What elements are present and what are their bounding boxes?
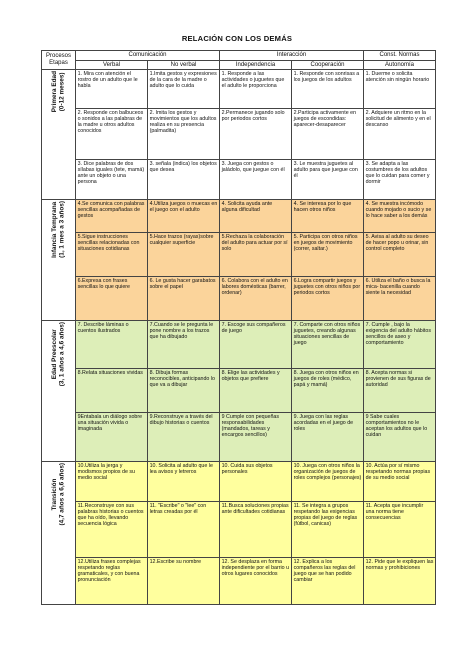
cell-verbal: 5.Sigue instrucciones sencillas relacionadas con situaciones cotidianas — [76, 233, 148, 277]
cell-verbal: 7. Describe láminas o cuentos ilustrados — [76, 321, 148, 369]
cell-independence: 11.Busca soluciones propias ante dificultades cotidianas — [220, 502, 292, 558]
header-group-interaction: Interacción — [220, 51, 364, 61]
cell-cooperation: 11. Se integra a grupos respetando las exigencias propias del juego de reglas (fútbol, canicas) — [292, 502, 364, 558]
stage-cell-preschool — [42, 321, 76, 462]
stage-age: (0-12 meses) — [58, 72, 66, 111]
stage-age: (3, 1 años a 4,6 años) — [58, 321, 66, 387]
table-row — [42, 70, 436, 109]
table-row — [42, 369, 436, 413]
cell-verbal: 11.Reconstruye con sus palabras historias o cuentos que ha oído, llevando secuencia lógica — [76, 502, 148, 558]
cell-autonomy: 3. Se adapta a las costumbres de los adultos que lo cuidan para comer y dormir — [364, 160, 436, 200]
cell-cooperation: 8. Juega con otros niños en juegos de roles (médico, papá y mamá) — [292, 369, 364, 413]
cell-autonomy: 11. Acepta que incumplir una norma tiene consecuencias — [364, 502, 436, 558]
corner-processes: Procesos — [45, 53, 71, 60]
cell-verbal: 10.Utiliza la jerga y modismos propios de su medio social — [76, 462, 148, 502]
cell-cooperation: 9. Juega con las reglas acordadas en el juego de roles — [292, 413, 364, 462]
stage-name: Primera Edad — [50, 70, 58, 112]
table-row — [42, 502, 436, 558]
cell-independence: 1. Responde a las actividades o juguetes que el adulto le proporciona — [220, 70, 292, 109]
cell-autonomy: 7. Cumple , bajo la exigencia del adulto hábitos sencillos de aseo y comportamiento — [364, 321, 436, 369]
cell-nonverbal: 3. señala (indica) los objetos que desea — [148, 160, 220, 200]
cell-independence: 12. Se desplaza en forma independiente por el barrio u otros lugares conocidos — [220, 558, 292, 605]
cell-independence: 3. Juega con gestos o jaládolo, que juegue con él — [220, 160, 292, 200]
cell-nonverbal: 12.Escribe su nombre — [148, 558, 220, 605]
cell-independence: 5.Rechaza la colaboración del adulto para actuar por sí solo — [220, 233, 292, 277]
cell-autonomy: 8. Acepta normas si provienen de sus figuras de autoridad — [364, 369, 436, 413]
cell-independence: 8. Elige las actividades y objetos que prefiere — [220, 369, 292, 413]
header-group-communication: Comunicación — [76, 51, 220, 61]
cell-cooperation: 1. Responde con sonrisas a los juegos de los adultos — [292, 70, 364, 109]
cell-nonverbal: 8. Dibuja formas reconocibles, anticipando lo que va a dibujar — [148, 369, 220, 413]
table-row — [42, 462, 436, 502]
cell-nonverbal: 4.Utiliza juegos o muecas en el juego con el adulto — [148, 200, 220, 233]
cell-autonomy: 9 Sabe cuales comportamientos no le aceptan los adultos que lo cuidan — [364, 413, 436, 462]
cell-independence: 10. Cuida sus objetos personales — [220, 462, 292, 502]
cell-independence: 6. Colabora con el adulto en labores domésticas (barrer, ordenar) — [220, 277, 292, 321]
table-row — [42, 413, 436, 462]
table-row — [42, 558, 436, 605]
header-col-verbal: Verbal — [76, 61, 148, 70]
cell-cooperation: 2.Participa activamente en juegos de escondidas: aparecer-desaparecer — [292, 109, 364, 160]
cell-nonverbal: 10. Solicita al adulto que le lea avisos y letreros — [148, 462, 220, 502]
cell-verbal: 12.Utiliza frases complejas respetando reglas gramaticales, y con buena pronunciación — [76, 558, 148, 605]
stage-cell-early-childhood — [42, 200, 76, 321]
cell-autonomy: 2. Adquiere un ritmo en la solicitud de alimento y en el descanso — [364, 109, 436, 160]
cell-autonomy: 4. Se muestra incómodo cuando mojado o sucio y se lo hace saber a los demás — [364, 200, 436, 233]
stage-cell-transition — [42, 462, 76, 605]
cell-independence: 9 Cumple con pequeñas responsabilidades (mandados, tareas y encargos sencillos) — [220, 413, 292, 462]
stage-name: Infancia Temprana — [50, 201, 58, 258]
cell-verbal: 9Entabala un diálogo sobre una situación vivida o imaginada — [76, 413, 148, 462]
stage-name: Edad Preescolar — [50, 328, 58, 379]
cell-verbal: 6.Expresa con frases sencillas lo que quiere — [76, 277, 148, 321]
cell-nonverbal: 5.Hace trazos (rayas)sobre cualquier superficie — [148, 233, 220, 277]
cell-autonomy: 6. Utiliza el baño o busca la mica- bacenilla cuando siente la necesidad — [364, 277, 436, 321]
stage-age: (1, 1 mes a 3 años) — [58, 200, 66, 258]
cell-cooperation: 6.Logra compartir juegos y juguetes con otros niños por periodos cortos — [292, 277, 364, 321]
cell-verbal: 8.Relata situaciones vividas — [76, 369, 148, 413]
cell-autonomy: 10. Actúa por sí mismo respetando normas propias de su medio social — [364, 462, 436, 502]
table-row — [42, 321, 436, 369]
header-col-independence: Independencia — [220, 61, 292, 70]
table-row — [42, 233, 436, 277]
cell-cooperation: 10. Juega con otros niños la organización de juegos de roles complejos (personajes) — [292, 462, 364, 502]
cell-cooperation: 7. Comparte con otros niños juguetes, creando algunas situaciones sencillas de juego — [292, 321, 364, 369]
cell-verbal: 2. Responde con balbuceos o sonidos a las palabras de la madre u otros adultos conocidos — [76, 109, 148, 160]
header-col-nonverbal: No verbal — [148, 61, 220, 70]
table-row — [42, 109, 436, 160]
cell-nonverbal: 11. "Escribe" o "lee" con letras creadas por él — [148, 502, 220, 558]
cell-cooperation: 5. Participa con otros niños en juegos de movimiento (correr, saltar.) — [292, 233, 364, 277]
stage-cell-first-age — [42, 70, 76, 200]
header-group-norms: Const. Normas — [364, 51, 436, 61]
table-row — [42, 160, 436, 200]
cell-autonomy: 5. Avisa al adulto su deseo de hacer popo u orinar, sin control completo — [364, 233, 436, 277]
header-col-autonomy: Autonomía — [364, 61, 436, 70]
cell-verbal: 3. Dice palabras de dos sílabas iguales (tete, mamá) ante un objeto o una persona — [76, 160, 148, 200]
cell-independence: 7. Escoge sus compañeros de juego — [220, 321, 292, 369]
corner-stages: Etapas — [49, 60, 68, 67]
cell-cooperation: 12. Explica a los compañeros las reglas del juego que se han podido cambiar — [292, 558, 364, 605]
cell-autonomy: 12. Pide que le expliquen las normas y prohibiciones — [364, 558, 436, 605]
stage-name: Transición — [50, 478, 58, 511]
cell-cooperation: 4. Se interesa por lo que hacen otros niños — [292, 200, 364, 233]
table-row — [42, 277, 436, 321]
cell-nonverbal: 9.Reconstruye a través del dibujo historias o cuentos — [148, 413, 220, 462]
cell-cooperation: 3. Le muestra juguetes al adulto para que juegue con él — [292, 160, 364, 200]
cell-nonverbal: 1.Imita gestos y expresiones de la cara de la madre o adulto que lo cuida — [148, 70, 220, 109]
corner-header — [42, 51, 76, 70]
cell-verbal: 1. Mira con atención el rostro de un adulto que le habla — [76, 70, 148, 109]
table-row — [42, 200, 436, 233]
cell-nonverbal: 6. Le gusta hacer garabatos sobre el papel — [148, 277, 220, 321]
cell-nonverbal: 2. Imita los gestos y movimientos que los adultos realiza en su presencia (palmadita) — [148, 109, 220, 160]
page-title: RELACIÓN CON LOS DEMÁS — [181, 34, 293, 43]
stage-age: (4,7 años a 6,6 años) — [58, 462, 66, 526]
cell-verbal: 4.Se comunica con palabras sencillas acompañadas de gestos — [76, 200, 148, 233]
cell-autonomy: 1. Duerme o solicita atención sin ningún horario — [364, 70, 436, 109]
cell-nonverbal: 7.Cuando se le pregunta le pone nombre a los trazos que ha dibujado — [148, 321, 220, 369]
cell-independence: 2.Permanece jugando solo por periodos cortos — [220, 109, 292, 160]
header-col-cooperation: Cooperación — [292, 61, 364, 70]
cell-independence: 4. Solicita ayuda ante alguna dificultad — [220, 200, 292, 233]
development-table — [41, 50, 436, 605]
